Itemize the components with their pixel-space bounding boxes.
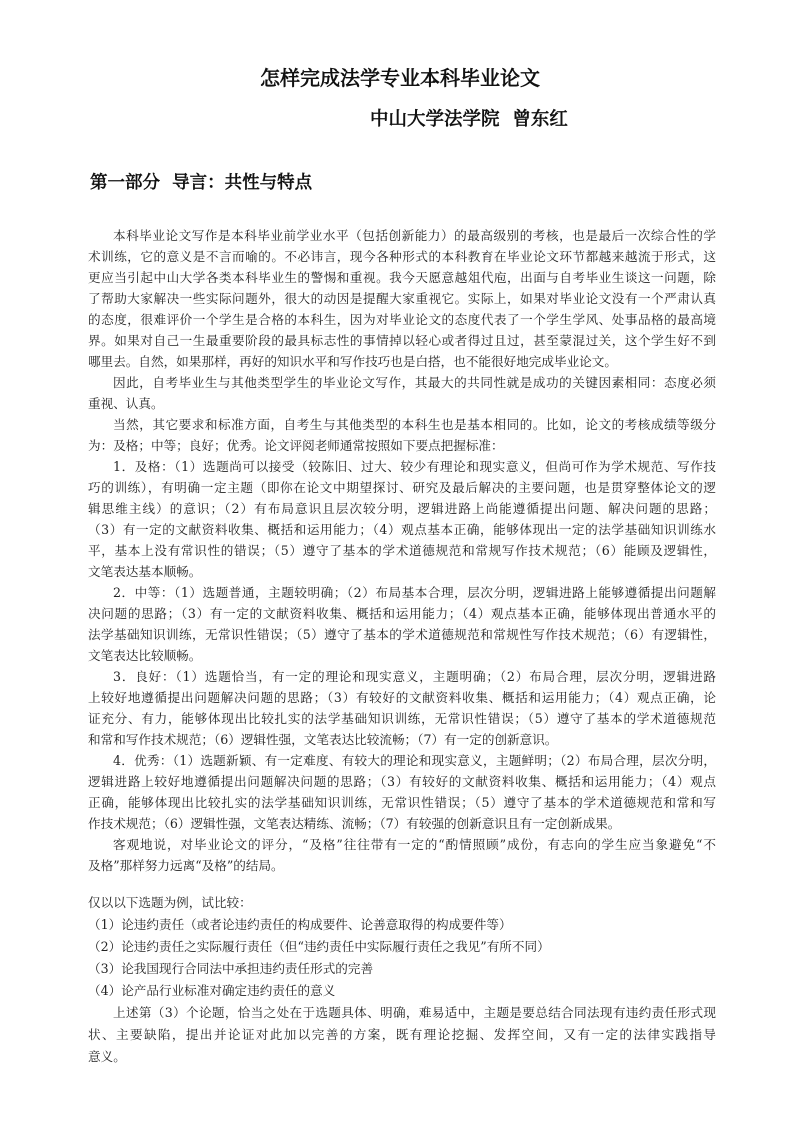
paragraph-line: 了帮助大家解决一些实际问题外，很大的动因是提醒大家重视它。实际上，如果对毕业论文没有一个严肃认真 (88, 291, 716, 306)
paragraph-line: 辑思维主线）的意识；（2）有布局意识且层次较分明，逻辑进路上尚能遵循提出问题、解决问题的思路； (88, 501, 716, 516)
paragraph-line: 法学基础知识训练，无常识性错误；（5）遵守了基本的学术道德规范和常规性写作技术规范；（6）有逻辑性， (88, 627, 716, 642)
grade-good-criteria (88, 666, 716, 750)
paragraph-line: 界。如果对自己一生最重要阶段的最具标志性的事情掉以轻心或者得过且过，甚至蒙混过关，这个学生好不到 (88, 333, 716, 348)
paragraph-line: 3．良好：（1）选题恰当，有一定的理论和现实意义，主题明确；（2）布局合理，层次分明，逻辑进路 (113, 669, 716, 684)
paragraph-line: 2．中等：（1）选题普通，主题较明确；（2）布局基本合理，层次分明，逻辑进路上能够遵循提出问题解 (113, 585, 716, 600)
paragraph-line: 和常和写作技术规范；（6）逻辑性强，文笔表达比较流畅；（7）有一定的创新意识。 (88, 732, 558, 747)
paragraph-line: 及格”那样努力远离“及格”的结局。 (88, 858, 284, 873)
paragraph-line: 哪里去。自然，如果那样，再好的知识水平和写作技巧也是白搭，也不能很好地完成毕业论文。 (88, 354, 617, 369)
intro-paragraph-1 (88, 225, 716, 372)
topic-item: （3）论我国现行合同法中承担违约责任形式的完善 (88, 961, 374, 976)
paragraph-line: 为：及格；中等；良好；优秀。论文评阅老师通常按照如下要点把握标准： (88, 438, 504, 453)
paragraph-line: 平，基本上没有常识性的错误；（5）遵守了基本的学术道德规范和常规写作技术规范；（6）能顾及逻辑性， (88, 543, 716, 558)
paragraph-line: 重视、认真。 (88, 396, 164, 411)
paragraph-line: 术训练，它的意义是不言而喻的。不必讳言，现今各种形式的本科教育在毕业论文环节都越来越流于形式，这 (88, 249, 716, 264)
document-body (88, 225, 716, 1068)
paragraph-line: 逻辑进路上较好地遵循提出问题解决问题的思路；（3）有较好的文献资料收集、概括和运用能力；（4）观点 (88, 774, 716, 789)
paragraph-line: 因此，自考毕业生与其他类型学生的毕业论文写作，其最大的共同性就是成功的关键因素相同：态度必须 (113, 375, 716, 390)
conclusion-paragraph (88, 834, 716, 876)
paragraph-line: 1．及格：（1）选题尚可以接受（较陈旧、过大、较少有理论和现实意义，但尚可作为学术规范、写作技 (113, 459, 716, 474)
paragraph-line: 文笔表达比较顺畅。 (88, 648, 202, 663)
paragraph-line: （3）有一定的文献资料收集、概括和运用能力；（4）观点基本正确，能够体现出一定的法学基础知识训练水 (88, 522, 716, 537)
paragraph-line: 文笔表达基本顺畅。 (88, 564, 202, 579)
analysis-line: 上述第（3）个论题，恰当之处在于选题具体、明确，难易适中，主题是要总结合同法现有违约责任形式现 (113, 1005, 716, 1020)
paragraph-line: 当然，其它要求和标准方面，自考生与其他类型的本科生也是基本相同的。比如，论文的考核成绩等级分 (113, 417, 716, 432)
topic-examples (88, 892, 716, 1068)
paragraph-line: 客观地说，对毕业论文的评分，“及格”往往带有一定的“酌情照顾”成份，有志向的学生应当象避免“不 (113, 837, 716, 852)
paragraph-line: 证充分、有力，能够体现出比较扎实的法学基础知识训练，无常识性错误；（5）遵守了基本的学术道德规范 (88, 711, 716, 726)
paragraph-line: 巧的训练），有明确一定主题（即你在论文中期望探讨、研究及最后解决的主要问题，也是贯穿整体论文的逻 (88, 480, 716, 495)
document-title: 怎样完成法学专业本科毕业论文 (260, 66, 540, 90)
author-affiliation: 中山大学法学院 曾东红 (370, 109, 568, 130)
topic-item: （2）论违约责任之实际履行责任（但“违约责任中实际履行责任之我见”有所不同） (88, 939, 550, 954)
paragraph-line: 4．优秀：（1）选题新颖、有一定难度、有较大的理论和现实意义，主题鲜明；（2）布局合理，层次分明， (113, 753, 716, 768)
paragraph-line: 更应当引起中山大学各类本科毕业生的警惕和重视。我今天愿意越俎代庖，出面与自考毕业生谈这一问题，除 (88, 270, 716, 285)
paragraph-line: 上较好地遵循提出问题解决问题的思路；（3）有较好的文献资料收集、概括和运用能力；（4）观点正确，论 (88, 690, 716, 705)
paragraph-line: 的态度，很难评价一个学生是合格的本科生，因为对毕业论文的态度代表了一个学生学风、处事品格的最高境 (88, 312, 716, 327)
topic-item: （1）论违约责任（或者论违约责任的构成要件、论善意取得的构成要件等） (88, 917, 512, 932)
intro-paragraph-3 (88, 414, 716, 456)
section-heading: 第一部分 导言：共性与特点 (90, 173, 313, 193)
paragraph-line: 作技术规范；（6）逻辑性强，文笔表达精练、流畅；（7）有较强的创新意识且有一定创新成果。 (88, 816, 621, 831)
paragraph-line: 决问题的思路；（3）有一定的文献资料收集、概括和运用能力；（4）观点基本正确，能够体现出普通水平的 (88, 606, 716, 621)
grade-medium-criteria (88, 582, 716, 666)
examples-lead: 仅以以下选题为例，试比较： (88, 895, 252, 910)
intro-paragraph-2 (88, 372, 716, 414)
paragraph-line: 本科毕业论文写作是本科毕业前学业水平（包括创新能力）的最高级别的考核，也是最后一次综合性的学 (113, 228, 716, 243)
analysis-line: 状、主要缺陷，提出并论证对此加以完善的方案，既有理论挖掘、发挥空间，又有一定的法律实践指导 (88, 1027, 716, 1042)
paragraph-line: 正确，能够体现出比较扎实的法学基础知识训练，无常识性错误；（5）遵守了基本的学术道德规范和常和写 (88, 795, 716, 810)
grade-pass-criteria (88, 456, 716, 582)
topic-item: （4）论产品行业标准对确定违约责任的意义 (88, 983, 336, 998)
analysis-line: 意义。 (88, 1049, 126, 1064)
grade-excellent-criteria (88, 750, 716, 834)
